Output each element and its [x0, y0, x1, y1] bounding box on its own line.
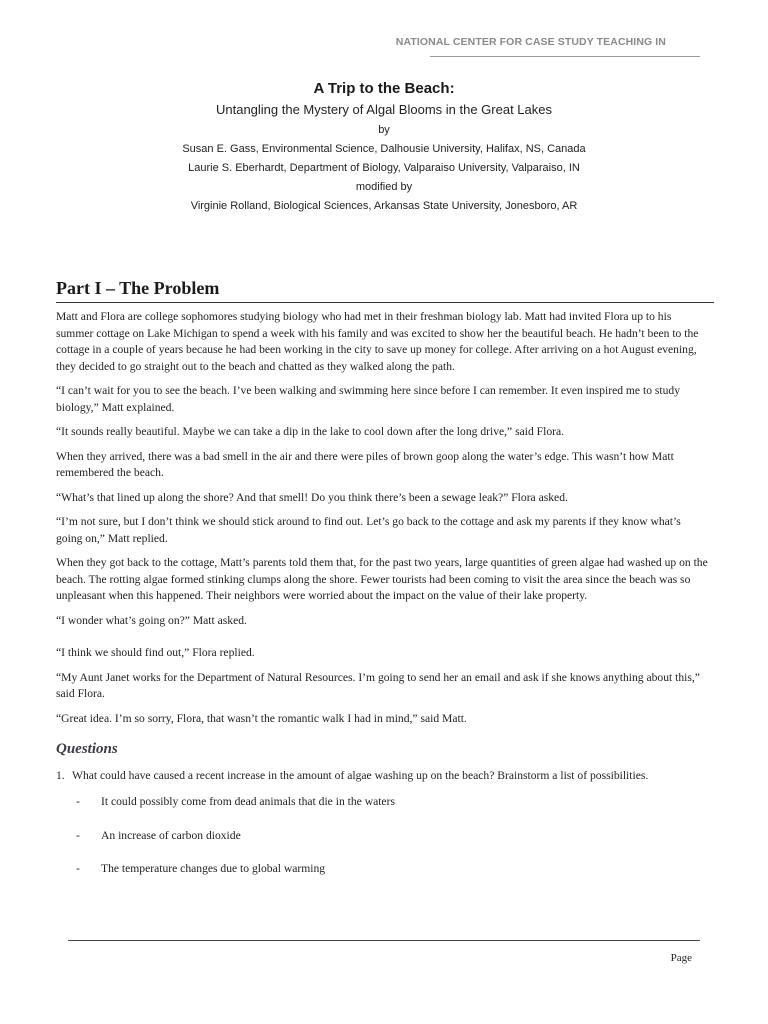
footer-divider: [68, 940, 700, 941]
paragraph: “I wonder what’s going on?” Matt asked.: [56, 613, 247, 627]
paragraph: When they got back to the cottage, Matt’s parents told them that, for the past two years, large quantities of green algae had washed up on the beach. The rotting algae formed stinking clumps along the shore. Fewer tourists had been coming to visit the area since the beach was so unpleasant when this happened. Their neighbors were worried about the impact on the value of their lake property.: [56, 556, 708, 602]
part-heading: Part I – The Problem: [56, 278, 220, 298]
answer-bullet: -: [76, 862, 80, 875]
answer-text: It could possibly come from dead animals that die in the waters: [101, 795, 395, 808]
page-label: Page: [670, 952, 692, 964]
paragraph: When they arrived, there was a bad smell in the air and there were piles of brown goop along the water’s edge. This wasn’t how Matt remembered the beach.: [56, 449, 674, 479]
answer-bullet: -: [76, 828, 80, 842]
question-number: 1.: [56, 768, 65, 782]
modified-by-line: modified by: [355, 181, 413, 193]
paragraph: “I’m not sure, but I don’t think we should stick around to find out. Let’s go back to the cottage and ask my parents if they know what’s going on,” Matt replied.: [56, 515, 681, 545]
question-item: [56, 768, 708, 785]
paragraph: “I can’t wait for you to see the beach. I’ve been walking and swimming here since before I can remember. It even inspired me to study biology,” Matt explained.: [56, 384, 681, 414]
part-divider: [56, 302, 714, 303]
paragraph: “My Aunt Janet works for the Department of Natural Resources. I’m going to send her an email and ask if she knows anything about this,” said Flora.: [56, 670, 700, 700]
paragraph: “Great idea. I’m so sorry, Flora, that wasn’t the romantic walk I had in mind,” said Matt.: [56, 711, 467, 725]
answer-bullet: -: [76, 795, 80, 808]
paragraph: Matt and Flora are college sophomores studying biology who had met in their freshman biology lab. Matt had invited Flora up to his summer cottage on Lake Michigan to spend a week with his family and was excited to show her the beautiful beach. He hadn’t been to the cottage in a couple of years because he had been working in the city to save up money for college. After arriving on a hot August evening, they decided to go straight out to the beach and chatted as they walked along the path.: [56, 310, 699, 373]
author-3: Virginie Rolland, Biological Sciences, Arkansas State University, Jonesboro, AR: [190, 200, 578, 212]
answer-text: The temperature changes due to global warming: [101, 862, 326, 875]
author-2: Laurie S. Eberhardt, Department of Biology, Valparaiso University, Valparaiso, IN: [188, 162, 580, 174]
answer-item: [76, 828, 708, 845]
header-divider: [430, 56, 700, 57]
document-subtitle: Untangling the Mystery of Algal Blooms in the Great Lakes: [215, 102, 552, 117]
answer-item: [76, 794, 708, 811]
answer-item: [76, 861, 708, 878]
by-line: by: [378, 124, 390, 136]
questions-heading: Questions: [56, 741, 118, 757]
answer-text: An increase of carbon dioxide: [101, 828, 241, 842]
paragraph: “It sounds really beautiful. Maybe we can take a dip in the lake to cool down after the long drive,” said Flora.: [56, 425, 565, 438]
header-organization: NATIONAL CENTER FOR CASE STUDY TEACHING IN: [395, 36, 666, 48]
paragraph: “I think we should find out,” Flora replied.: [56, 646, 255, 659]
title-block: [0, 80, 768, 216]
paragraph: “What’s that lined up along the shore? And that smell! Do you think there’s been a sewage leak?” Flora asked.: [56, 490, 568, 504]
body-text: [56, 309, 708, 895]
question-text: What could have caused a recent increase in the amount of algae washing up on the beach? Brainstorm a list of possibilities.: [72, 768, 649, 782]
author-1: Susan E. Gass, Environmental Science, Dalhousie University, Halifax, NS, Canada: [182, 143, 586, 155]
document-title: A Trip to the Beach:: [313, 80, 455, 97]
